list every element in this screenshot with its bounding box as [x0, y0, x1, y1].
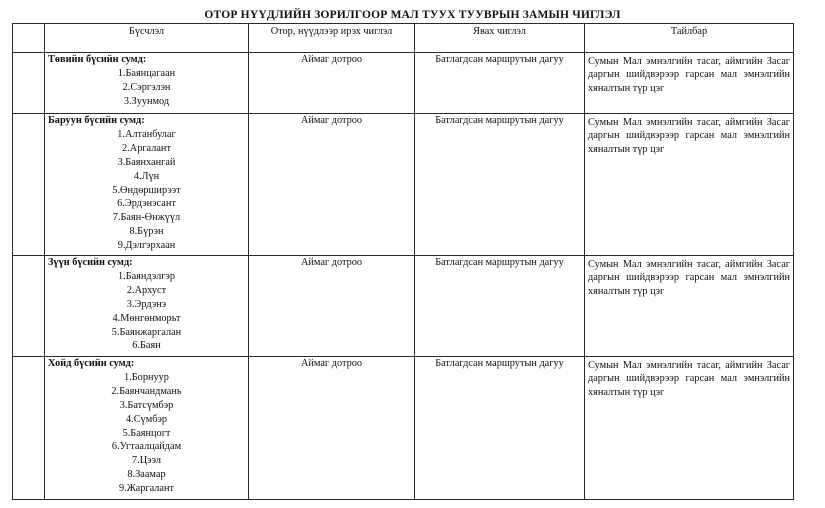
group-cell	[45, 53, 249, 114]
note-cell: Сумын Мал эмнэлгийн тасаг, аймгийн Засаг даргын шийдвэрээр гарсан мал эмнэлгийн хяналтын түр цэг	[585, 53, 794, 114]
note-cell: Сумын Мал эмнэлгийн тасаг, аймгийн Засаг даргын шийдвэрээр гарсан мал эмнэлгийн хяналтын түр цэг	[585, 256, 794, 357]
list-item: 3.Баянхангай	[117, 156, 176, 168]
list-item: 3.Эрдэнэ	[126, 298, 167, 310]
header-note: Тайлбар	[585, 24, 794, 53]
list-item: 6.Эрдэнэсант	[117, 198, 176, 210]
document-title: ОТОР НҮҮДЛИЙН ЗОРИЛГООР МАЛ ТУУХ ТУУВРЫН ЗАМЫН ЧИГЛЭЛ	[204, 9, 621, 21]
list-item: 5.Өндөрширээт	[112, 184, 181, 196]
list-item: 1.Борнуур	[124, 371, 169, 383]
group-cell	[45, 357, 249, 500]
note-cell: Сумын Мал эмнэлгийн тасаг, аймгийн Засаг даргын шийдвэрээр гарсан мал эмнэлгийн хяналтын түр цэг	[585, 357, 794, 500]
row-blank-cell	[13, 114, 45, 256]
group-cell	[45, 114, 249, 256]
route-table	[12, 23, 794, 500]
table-row	[13, 53, 794, 114]
group-heading: Баруун бүсийн сумд:	[48, 115, 145, 126]
list-item: 3.Батсүмбэр	[119, 399, 174, 411]
list-item: 8.Бүрэн	[129, 226, 164, 238]
direction-cell: Аймаг дотроо	[249, 357, 415, 500]
header-blank	[13, 24, 45, 53]
list-item: 5.Баянжаргалан	[111, 326, 182, 338]
list-item: 4.Мөнгөнморьт	[112, 312, 181, 324]
table-row	[13, 256, 794, 357]
list-item: 7.Цээл	[132, 455, 161, 467]
group-cell	[45, 256, 249, 357]
list-item: 6.Баян	[132, 340, 161, 352]
direction-cell: Аймаг дотроо	[249, 53, 415, 114]
list-item: 8.Заамар	[127, 469, 166, 481]
header-direction: Отор, нүүдлээр ирэх чиглэл	[249, 24, 415, 53]
group-heading: Хойд бүсийн сумд:	[48, 358, 135, 369]
list-item: 1.Баянцагаан	[117, 67, 176, 79]
route-cell: Батлагдсан маршрутын дагуу	[415, 53, 585, 114]
direction-cell: Аймаг дотроо	[249, 256, 415, 357]
route-cell: Батлагдсан маршрутын дагуу	[415, 114, 585, 256]
route-cell: Батлагдсан маршрутын дагуу	[415, 357, 585, 500]
header-group: Бүсчлэл	[45, 24, 249, 53]
list-item: 5.Баянцогт	[122, 427, 171, 439]
list-item: 2.Баянчандмань	[111, 385, 182, 397]
group-heading: Зүүн бүсийн сумд:	[48, 257, 133, 268]
list-item: 1.Баяндэлгэр	[117, 270, 176, 282]
list-item: 7.Баян-Өнжүүл	[112, 212, 181, 224]
note-cell: Сумын Мал эмнэлгийн тасаг, аймгийн Засаг даргын шийдвэрээр гарсан мал эмнэлгийн хяналтын түр цэг	[585, 114, 794, 256]
group-heading: Төвийн бүсийн сумд:	[48, 54, 147, 65]
row-blank-cell	[13, 357, 45, 500]
list-item: 6.Угтаалцайдам	[111, 441, 182, 453]
list-item: 2.Сэргэлэн	[122, 81, 171, 93]
header-route: Явах чиглэл	[415, 24, 585, 53]
list-item: 2.Аргалант	[122, 142, 171, 154]
table-row	[13, 357, 794, 500]
list-item: 9.Жаргалант	[118, 483, 174, 495]
table-row	[13, 114, 794, 256]
list-item: 9.Дэлгэрхаан	[117, 240, 176, 252]
list-item: 4.Сүмбэр	[125, 413, 168, 425]
direction-cell: Аймаг дотроо	[249, 114, 415, 256]
row-blank-cell	[13, 53, 45, 114]
list-item: 2.Архуст	[126, 284, 167, 296]
row-blank-cell	[13, 256, 45, 357]
list-item: 1.Алтанбулаг	[117, 128, 176, 140]
table-header-row	[13, 24, 794, 53]
route-cell: Батлагдсан маршрутын дагуу	[415, 256, 585, 357]
list-item: 4.Лүн	[133, 170, 160, 182]
list-item: 3.Зуунмод	[123, 95, 170, 107]
